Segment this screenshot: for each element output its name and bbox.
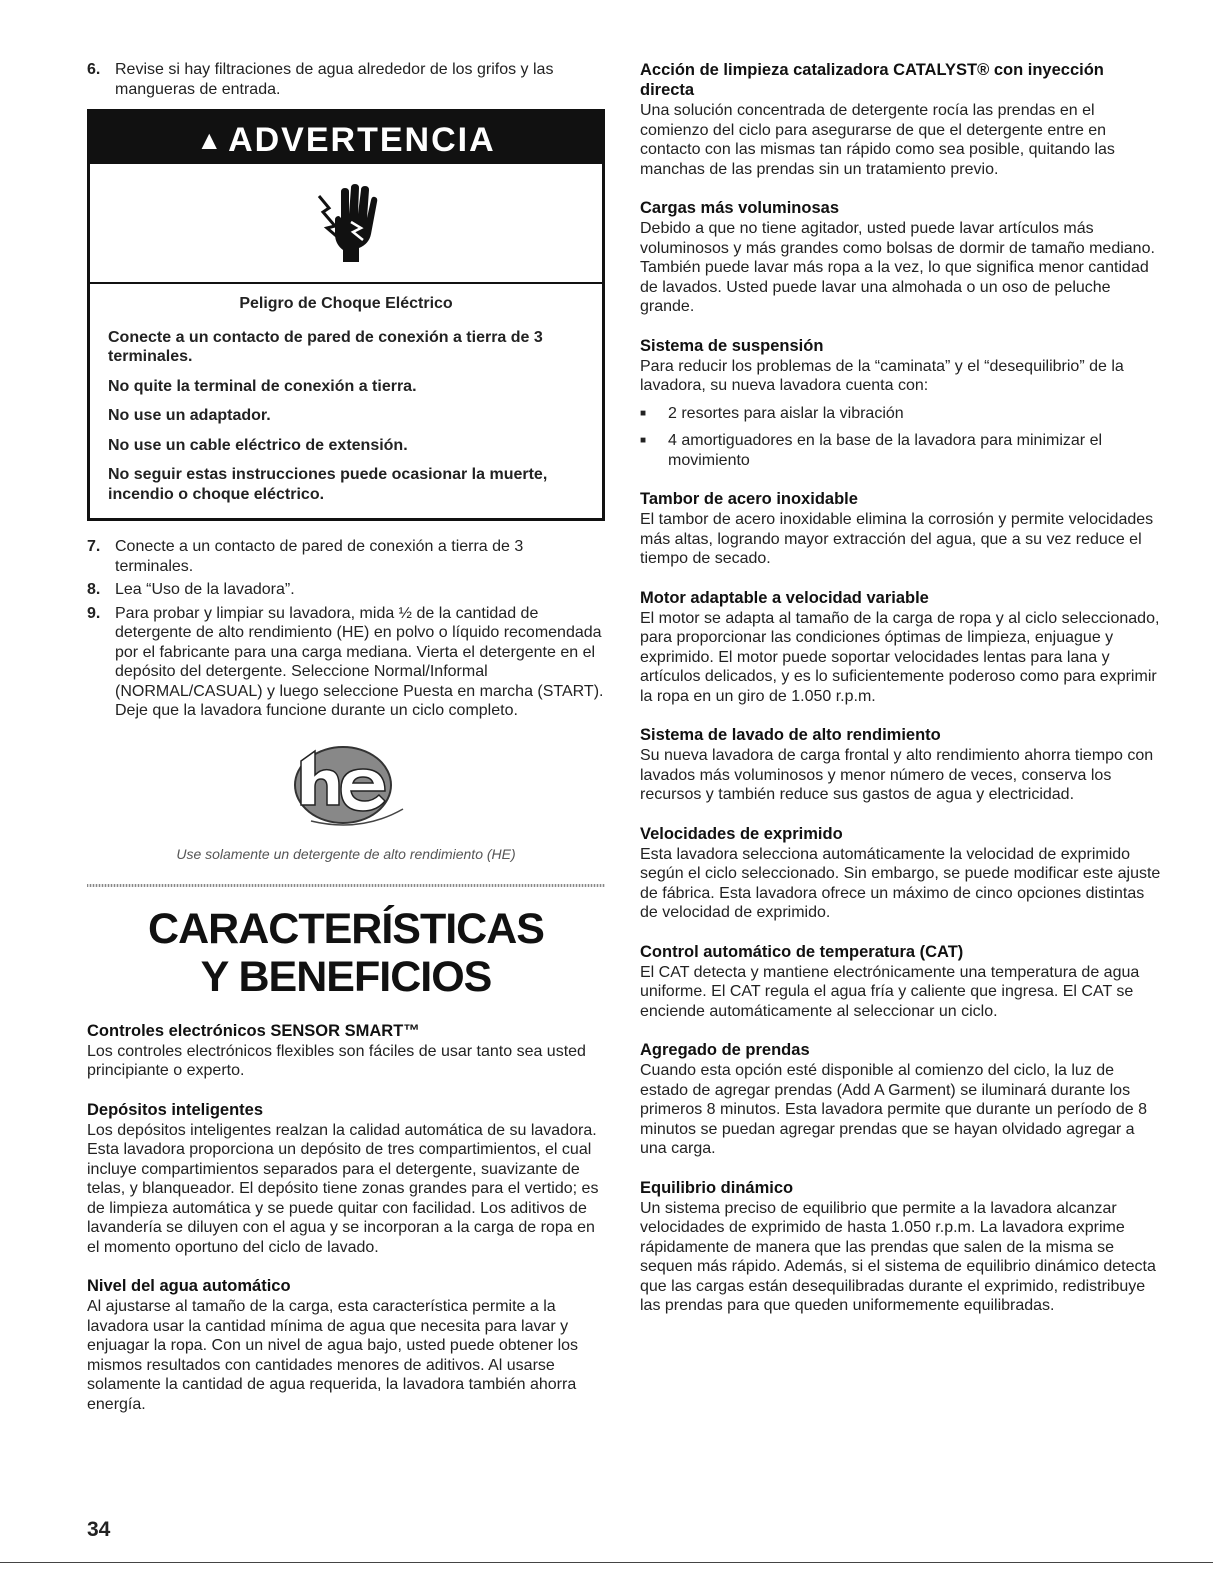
feature-section [640,336,1162,471]
page-title [87,905,605,1001]
feature-section [87,1100,605,1258]
bullet-item [640,404,1162,424]
feature-title: Acción de limpieza catalizadora CATALYST® con inyección directa [640,61,1104,99]
step-6 [87,60,605,99]
warning-title: Peligro de Choque Eléctrico [239,295,453,312]
feature-section [640,489,1162,569]
feature-text: Los depósitos inteligentes realzan la calidad automática de su lavadora. Esta lavadora proporciona un depósito de tres compartimientos, el cual incluye compartimientos separados para el detergente, suavizante de telas, y blanqueador. El depósito tiene zonas grandes para el vertido; es de limpieza automática y se puede quitar con facilidad. Los aditivos de lavandería se diluyen con el agua y se incorporan a la carga de ropa en el momento oportuno del ciclo de lavado. [87,1121,599,1256]
bullet-text: 4 amortiguadores en la base de la lavadora para minimizar el movimiento [668,432,1103,469]
warning-header-text: ADVERTENCIA [228,121,496,159]
feature-section [87,1021,605,1081]
feature-text: El CAT detecta y mantiene electrónicamente una temperatura de agua uniforme. El CAT regula el agua fría y caliente que ingresa. El CAT se enciende automáticamente al seleccionar un ciclo. [640,963,1140,1020]
feature-section [640,942,1162,1022]
warning-line: Conecte a un contacto de pared de conexión a tierra de 3 terminales. [108,328,543,365]
feature-text: Su nueva lavadora de carga frontal y alto rendimiento ahorra tiempo con lavados más voluminosos y menor número de veces, conserva los recursos y también reduce sus gastos de agua y electricidad. [640,747,1154,803]
feature-title: Nivel del agua automático [87,1277,291,1295]
feature-section [640,588,1162,707]
feature-title: Velocidades de exprimido [640,824,843,843]
feature-section [640,60,1162,179]
feature-section [87,1276,605,1414]
feature-title: Motor adaptable a velocidad variable [640,588,929,607]
feature-text: Los controles electrónicos flexibles son fáciles de usar tanto sea usted principiante o experto. [87,1042,586,1079]
feature-text: Un sistema preciso de equilibrio que permite a la lavadora alcanzar velocidades de exprimido de hasta 1.050 r.p.m. La lavadora exprime rápidamente de manera que las prendas que salen de la misma se sequen más rápido. Además, si el sistema de equilibrio dinámico detecta que las cargas están desequilibradas durante el exprimido, redistribuye las prendas para que queden uniformemente equilibradas. [640,1199,1156,1314]
feature-text: Debido a que no tiene agitador, usted puede lavar artículos más voluminosos y más grandes como bolsas de dormir de tamaño mediano. También puede lavar más ropa a la vez, lo que significa menor cantidad de lavados. Usted puede lavar una almohada o un oso de peluche grande. [640,220,1155,315]
warning-line: No use un adaptador. [108,407,271,424]
warning-triangle-icon: ▲ [196,125,225,155]
feature-text: Al ajustarse al tamaño de la carga, esta característica permite a la lavadora usar la cantidad mínima de agua que necesita para lavar y enjuagar la ropa. Con un nivel de agua bajo, usted puede obtener los mismos resultados con cantidades menores de aditivos. Al usarse solamente la cantidad de agua requerida, la lavadora también ahorra energía. [87,1298,579,1413]
divider [87,884,605,887]
feature-title: Agregado de prendas [640,1041,810,1059]
warning-box [87,109,605,521]
feature-section [640,824,1162,923]
right-column [640,60,1162,1335]
feature-text: El tambor de acero inoxidable elimina la corrosión y permite velocidades más altas, logrando mayor extracción del agua, que a su vez reduce el tiempo de secado. [640,511,1154,567]
warning-line: No quite la terminal de conexión a tierra. [108,377,417,395]
feature-title: Equilibrio dinámico [640,1178,794,1197]
title-line-2: Y BENEFICIOS [200,952,492,1001]
warning-body [90,284,602,518]
bullet-text: 2 resortes para aislar la vibración [668,404,904,422]
feature-text: El motor se adapta al tamaño de la carga de ropa y al ciclo seleccionado, para proporcionar las condiciones óptimas de limpieza, enjuague y exprimido. El motor puede soportar velocidades lentas para lana y artículos delicados, y es lo suficientemente poderoso como para exprimir la ropa en un giro de 1.050 r.p.m. [640,609,1160,705]
feature-text: Para reducir los problemas de la “caminata” y el “desequilibrio” de la lavadora, su nueva lavadora cuenta con: [640,357,1124,394]
feature-section [640,1040,1162,1159]
feature-section [640,725,1162,805]
title-line-1: CARACTERÍSTICAS [148,904,544,953]
feature-title: Depósitos inteligentes [87,1100,264,1119]
step-text: Lea “Uso de la lavadora”. [115,581,295,598]
warning-line: No seguir estas instrucciones puede ocasionar la muerte, incendio o choque eléctrico. [108,466,548,503]
step-text: Para probar y limpiar su lavadora, mida ½ de la cantidad de detergente de alto rendimiento (HE) en polvo o líquido recomendada por el fabricante para una carga mediana. Vierta el detergente en el depósito del detergente. Seleccione Normal/Informal (NORMAL/CASUAL) y luego seleccione Puesta en marcha (START). Deje que la lavadora funcione durante un ciclo completo. [115,604,604,719]
he-logo-icon [281,741,411,833]
feature-text: Una solución concentrada de detergente rocía las prendas en el comienzo del ciclo para asegurarse de que el detergente entre en contacto con las mismas tan rápido como sea posible, quitando las manchas de las prendas sin un tratamiento previo. [640,102,1115,178]
bottom-rule [0,1562,1213,1563]
bullet-icon: ■ [640,407,647,419]
warning-header [90,112,602,164]
feature-title: Tambor de acero inoxidable [640,490,858,508]
feature-text: Esta lavadora selecciona automáticamente la velocidad de exprimido según el ciclo seleccionado. Sin embargo, se puede modificar este ajuste de fábrica. Esta lavadora ofrece un máximo de cinco opciones distintas de velocidad de exprimido. [640,845,1161,921]
step-9 [87,604,605,721]
feature-title: Control automático de temperatura (CAT) [640,942,964,961]
step-number: 8. [87,581,101,598]
step-number: 9. [87,604,101,622]
feature-title: Sistema de suspensión [640,336,824,355]
step-number: 7. [87,538,101,555]
feature-title: Sistema de lavado de alto rendimiento [640,726,941,744]
left-column [87,60,605,1433]
he-logo [87,741,605,838]
bullet-item [640,431,1162,470]
warning-line: No use un cable eléctrico de extensión. [108,436,408,454]
bullet-icon: ■ [640,435,647,446]
step-text: Revise si hay filtraciones de agua alrededor de los grifos y las mangueras de entrada. [115,61,554,98]
page-number: 34 [87,1518,111,1541]
feature-title: Controles electrónicos SENSOR SMART™ [87,1021,420,1040]
electric-shock-hand-icon [311,178,381,268]
step-8 [87,580,605,600]
feature-text: Cuando esta opción esté disponible al comienzo del ciclo, la luz de estado de agregar prendas (Add A Garment) se iluminará durante los primeros 8 minutos. Esta lavadora permite que durante un período de 8 minutos se puedan agregar prendas que se hayan olvidado agregar a una carga. [640,1062,1147,1157]
step-number: 6. [87,61,101,78]
feature-section [640,1178,1162,1316]
step-text: Conecte a un contacto de pared de conexión a tierra de 3 terminales. [115,538,524,575]
feature-title: Cargas más voluminosas [640,199,839,217]
feature-section [640,198,1162,317]
step-7 [87,537,605,576]
he-caption: Use solamente un detergente de alto rendimiento (HE) [176,845,516,862]
